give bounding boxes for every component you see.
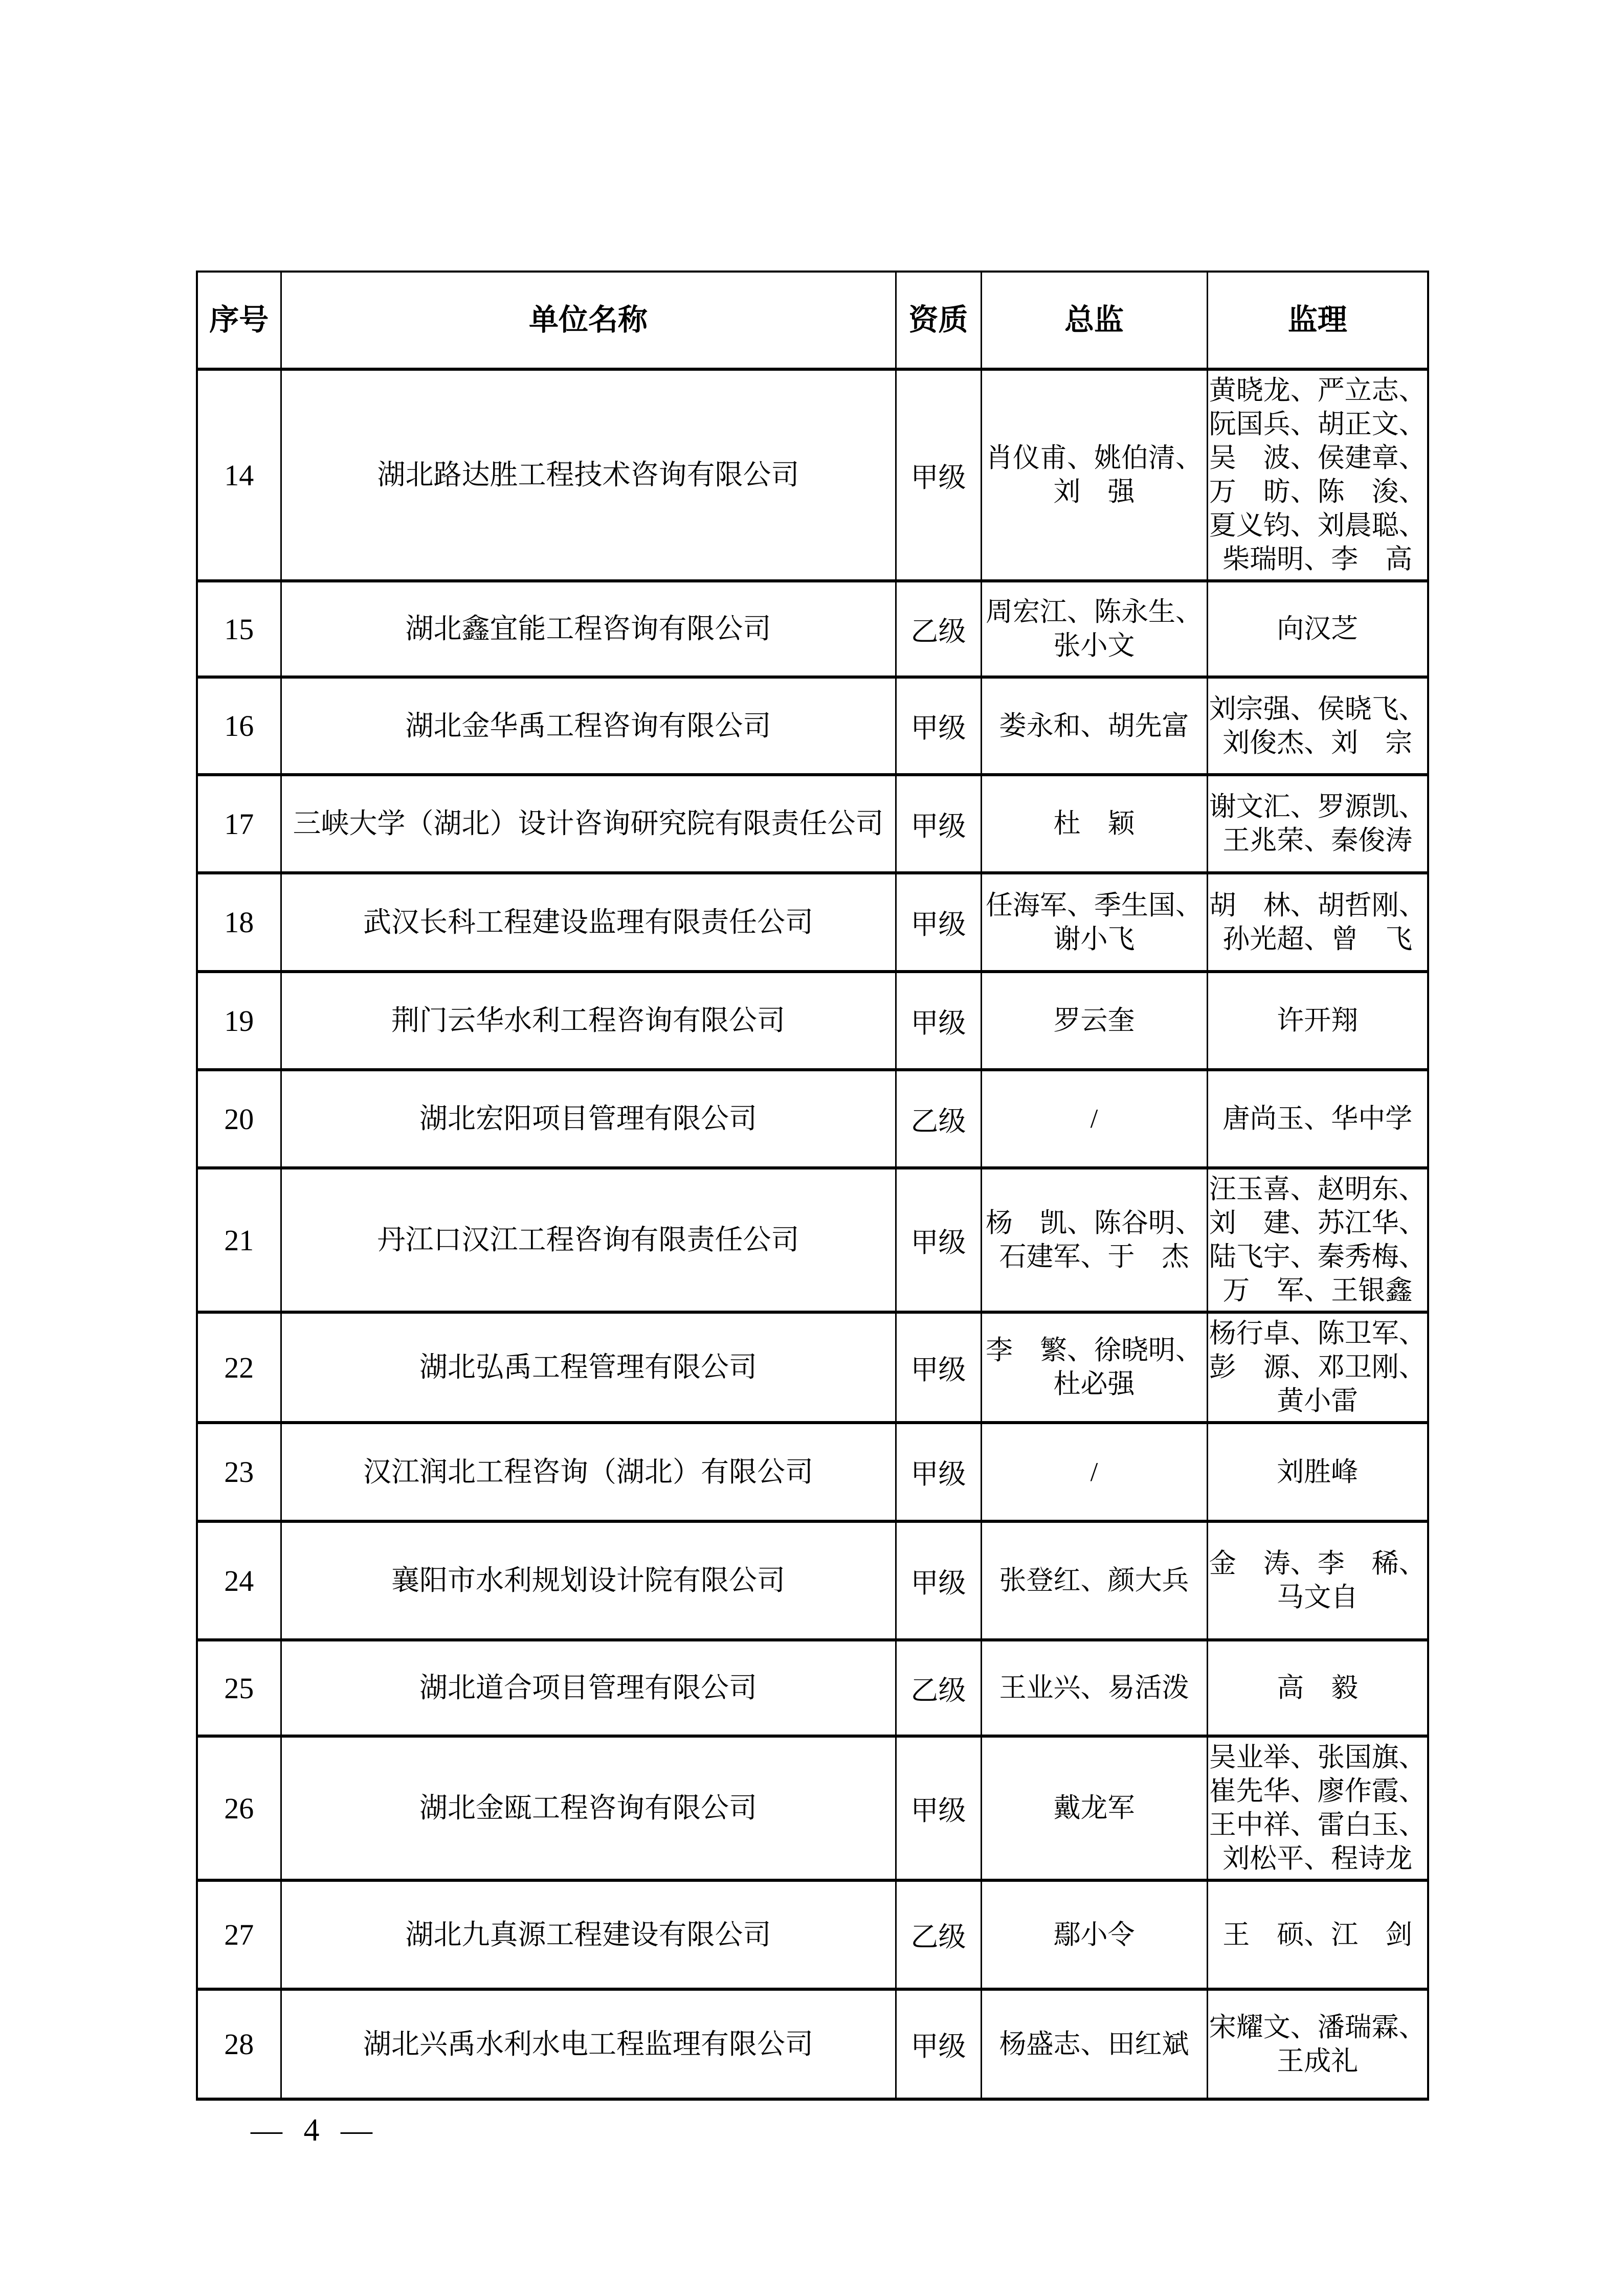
cell-qualification: 甲级 [896,972,981,1070]
cell-chief-supervisor: 王业兴、易活泼 [981,1640,1207,1736]
cell-chief-supervisor: 肖仪甫、姚伯清、刘 强 [981,369,1207,581]
cell-serial-number: 25 [197,1640,281,1736]
table-row [197,1640,1428,1736]
cell-supervisors: 金 涛、李 稀、马文自 [1207,1521,1428,1640]
cell-company-name: 湖北九真源工程建设有限公司 [281,1880,896,1989]
cell-supervisors: 许开翔 [1207,972,1428,1070]
cell-serial-number: 24 [197,1521,281,1640]
cell-supervisors: 谢文汇、罗源凯、王兆荣、秦俊涛 [1207,775,1428,873]
cell-qualification: 乙级 [896,1880,981,1989]
cell-serial-number: 23 [197,1423,281,1521]
cell-company-name: 三峡大学（湖北）设计咨询研究院有限责任公司 [281,775,896,873]
cell-company-name: 湖北弘禹工程管理有限公司 [281,1312,896,1423]
cell-qualification: 乙级 [896,1070,981,1168]
cell-serial-number: 27 [197,1880,281,1989]
cell-chief-supervisor: / [981,1423,1207,1521]
cell-chief-supervisor: 杜 颖 [981,775,1207,873]
table-row [197,1521,1428,1640]
cell-supervisors: 杨行卓、陈卫军、彭 源、邓卫刚、黄小雷 [1207,1312,1428,1423]
cell-chief-supervisor: 杨盛志、田红斌 [981,1989,1207,2099]
table-row [197,677,1428,775]
cell-company-name: 湖北宏阳项目管理有限公司 [281,1070,896,1168]
cell-chief-supervisor: 娄永和、胡先富 [981,677,1207,775]
table-row [197,369,1428,581]
table-row [197,1989,1428,2099]
cell-chief-supervisor: / [981,1070,1207,1168]
cell-serial-number: 22 [197,1312,281,1423]
table-row [197,1168,1428,1312]
table-row [197,972,1428,1070]
cell-qualification: 甲级 [896,677,981,775]
cell-qualification: 甲级 [896,1736,981,1880]
column-header-supervisors: 监理 [1207,272,1428,369]
cell-company-name: 汉江润北工程咨询（湖北）有限公司 [281,1423,896,1521]
cell-company-name: 丹江口汉江工程咨询有限责任公司 [281,1168,896,1312]
cell-company-name: 湖北鑫宜能工程咨询有限公司 [281,581,896,677]
cell-supervisors: 高 毅 [1207,1640,1428,1736]
cell-supervisors: 刘宗强、侯晓飞、刘俊杰、刘 宗 [1207,677,1428,775]
table-row [197,1423,1428,1521]
cell-serial-number: 26 [197,1736,281,1880]
table-row [197,581,1428,677]
cell-chief-supervisor: 张登红、颜大兵 [981,1521,1207,1640]
cell-chief-supervisor: 罗云奎 [981,972,1207,1070]
cell-qualification: 甲级 [896,369,981,581]
cell-serial-number: 19 [197,972,281,1070]
cell-qualification: 甲级 [896,775,981,873]
cell-qualification: 甲级 [896,1989,981,2099]
cell-chief-supervisor: 戴龙军 [981,1736,1207,1880]
cell-company-name: 湖北道合项目管理有限公司 [281,1640,896,1736]
cell-supervisors: 黄晓龙、严立志、阮国兵、胡正文、吴 波、侯建章、万 昉、陈 浚、夏义钧、刘晨聪、柴瑞明、李 高 [1207,369,1428,581]
cell-company-name: 湖北金华禹工程咨询有限公司 [281,677,896,775]
cell-qualification: 甲级 [896,1312,981,1423]
cell-serial-number: 18 [197,873,281,972]
table-row [197,1312,1428,1423]
cell-supervisors: 王 硕、江 剑 [1207,1880,1428,1989]
header-row [197,272,1428,369]
cell-chief-supervisor: 杨 凯、陈谷明、石建军、于 杰 [981,1168,1207,1312]
cell-supervisors: 向汉芝 [1207,581,1428,677]
cell-supervisors: 吴业举、张国旗、崔先华、廖作霞、王中祥、雷白玉、刘松平、程诗龙 [1207,1736,1428,1880]
column-header-qualification: 资质 [896,272,981,369]
cell-supervisors: 汪玉喜、赵明东、刘 建、苏江华、陆飞宇、秦秀梅、万 军、王银鑫 [1207,1168,1428,1312]
cell-serial-number: 17 [197,775,281,873]
table-row [197,775,1428,873]
cell-qualification: 甲级 [896,873,981,972]
cell-serial-number: 16 [197,677,281,775]
cell-serial-number: 28 [197,1989,281,2099]
cell-supervisors: 唐尚玉、华中学 [1207,1070,1428,1168]
table-row [197,873,1428,972]
cell-qualification: 乙级 [896,581,981,677]
cell-supervisors: 宋耀文、潘瑞霖、王成礼 [1207,1989,1428,2099]
cell-chief-supervisor: 任海军、季生国、谢小飞 [981,873,1207,972]
cell-serial-number: 15 [197,581,281,677]
table-row [197,1736,1428,1880]
cell-serial-number: 14 [197,369,281,581]
table-row [197,1070,1428,1168]
cell-company-name: 襄阳市水利规划设计院有限公司 [281,1521,896,1640]
page-number: — 4 — [251,2113,372,2148]
cell-company-name: 武汉长科工程建设监理有限责任公司 [281,873,896,972]
cell-company-name: 湖北路达胜工程技术咨询有限公司 [281,369,896,581]
table-row [197,1880,1428,1989]
supervision-units-table [196,271,1429,2101]
table-body [197,369,1428,2099]
column-header-company-name: 单位名称 [281,272,896,369]
cell-qualification: 乙级 [896,1640,981,1736]
cell-chief-supervisor: 周宏江、陈永生、张小文 [981,581,1207,677]
column-header-chief-supervisor: 总监 [981,272,1207,369]
cell-company-name: 湖北金瓯工程咨询有限公司 [281,1736,896,1880]
cell-qualification: 甲级 [896,1521,981,1640]
cell-chief-supervisor: 鄢小令 [981,1880,1207,1989]
cell-serial-number: 20 [197,1070,281,1168]
cell-supervisors: 胡 林、胡哲刚、孙光超、曾 飞 [1207,873,1428,972]
cell-company-name: 荆门云华水利工程咨询有限公司 [281,972,896,1070]
cell-qualification: 甲级 [896,1423,981,1521]
cell-company-name: 湖北兴禹水利水电工程监理有限公司 [281,1989,896,2099]
cell-serial-number: 21 [197,1168,281,1312]
cell-supervisors: 刘胜峰 [1207,1423,1428,1521]
cell-chief-supervisor: 李 繁、徐晓明、杜必强 [981,1312,1207,1423]
column-header-serial-number: 序号 [197,272,281,369]
cell-qualification: 甲级 [896,1168,981,1312]
